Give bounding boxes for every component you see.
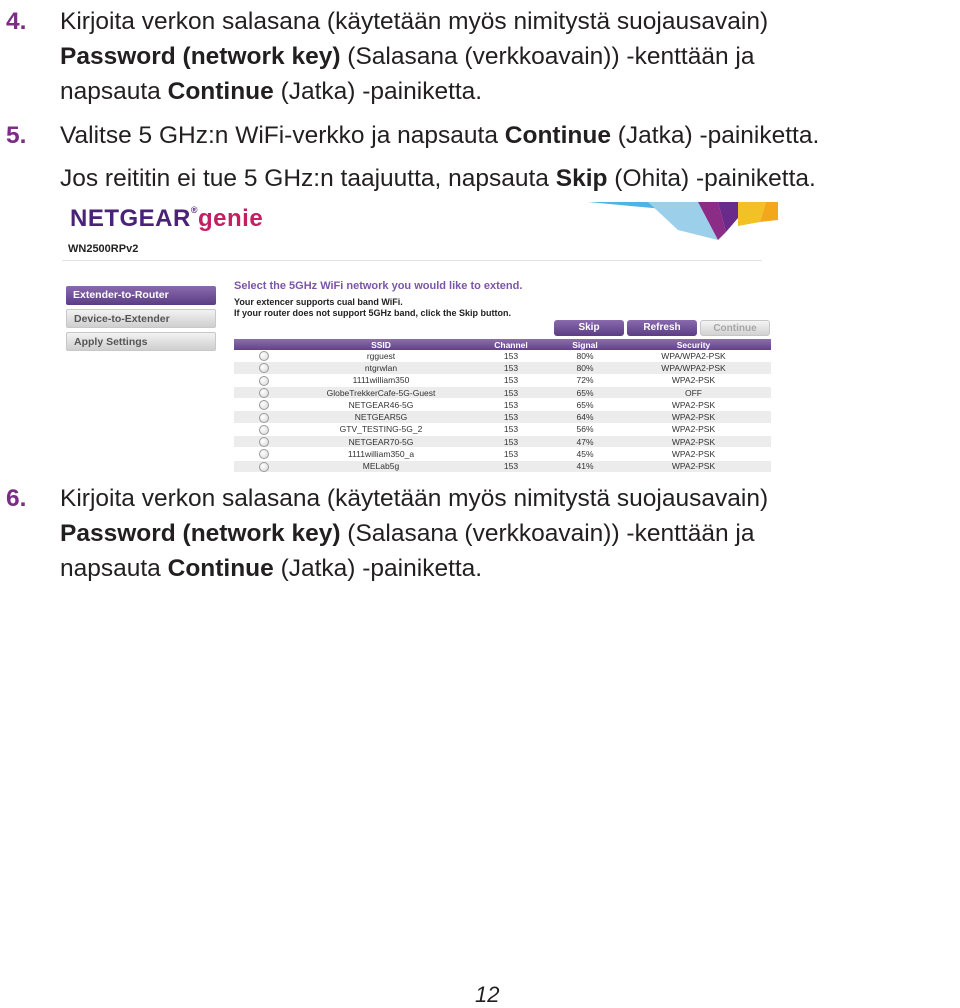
step-text-line	[60, 74, 482, 109]
bold-term: Continue	[504, 122, 611, 149]
text: Kirjoita verkon salasana (käytetään myös nimitystä suojausavain)	[60, 8, 769, 35]
page-heading: Select the 5GHz WiFi network you would like to extend.	[234, 280, 523, 292]
radio-cell	[234, 362, 294, 374]
channel-cell: 153	[468, 386, 554, 398]
signal-cell: 65%	[554, 399, 616, 411]
text: (Salasana (verkkoavain)) -kenttään ja	[340, 520, 755, 547]
security-cell: WPA2-PSK	[616, 374, 771, 386]
text: (Jatka) -painiketta.	[610, 122, 820, 149]
network-radio[interactable]	[259, 363, 269, 373]
signal-cell: 47%	[554, 436, 616, 448]
table-row[interactable]	[234, 399, 771, 411]
table-header	[234, 339, 771, 350]
page-number: 12	[475, 982, 500, 1007]
network-radio[interactable]	[259, 400, 269, 410]
step-text-line	[60, 481, 768, 516]
radio-cell	[234, 411, 294, 423]
ssid-cell: rgguest	[294, 350, 468, 362]
security-cell: WPA2-PSK	[616, 436, 771, 448]
wifi-network-table	[234, 339, 771, 473]
step-text-line	[60, 4, 768, 39]
channel-cell: 153	[468, 411, 554, 423]
channel-cell: 153	[468, 460, 554, 472]
radio-cell	[234, 350, 294, 362]
table-row[interactable]	[234, 386, 771, 398]
nav-apply-settings[interactable]: Apply Settings	[66, 332, 216, 351]
header-divider	[62, 260, 762, 261]
text: (Jatka) -painiketta.	[273, 555, 483, 582]
radio-cell	[234, 460, 294, 472]
step-text-line	[60, 516, 754, 551]
ssid-cell: GTV_TESTING-5G_2	[294, 423, 468, 435]
security-cell: WPA2-PSK	[616, 411, 771, 423]
step-text-line	[60, 39, 754, 74]
model-name: WN2500RPv2	[68, 243, 139, 255]
ssid-cell: NETGEAR5G	[294, 411, 468, 423]
network-radio[interactable]	[259, 388, 269, 398]
radio-cell	[234, 448, 294, 460]
table-row[interactable]	[234, 374, 771, 386]
network-radio[interactable]	[259, 462, 269, 472]
text: (Ohita) -painiketta.	[607, 165, 816, 192]
table-row[interactable]	[234, 460, 771, 472]
channel-cell: 153	[468, 399, 554, 411]
network-radio[interactable]	[259, 437, 269, 447]
network-radio[interactable]	[259, 425, 269, 435]
security-cell: WPA2-PSK	[616, 399, 771, 411]
text: napsauta	[60, 78, 168, 105]
security-cell: WPA2-PSK	[616, 460, 771, 472]
channel-cell: 153	[468, 350, 554, 362]
select-column-header	[234, 339, 294, 350]
bold-term: Skip	[555, 165, 608, 192]
signal-cell: 64%	[554, 411, 616, 423]
channel-cell: 153	[468, 374, 554, 386]
banner-graphic	[588, 200, 778, 240]
signal-cell: 65%	[554, 386, 616, 398]
info-line: If your router does not support 5GHz band, click the Skip button.	[234, 308, 512, 318]
signal-cell: 80%	[554, 362, 616, 374]
text: Jos reititin ei tue 5 GHz:n taajuutta, napsauta	[60, 165, 556, 192]
radio-cell	[234, 374, 294, 386]
signal-cell: 56%	[554, 423, 616, 435]
refresh-button[interactable]: Refresh	[627, 320, 697, 336]
step-text-line	[60, 551, 482, 586]
table-row[interactable]	[234, 362, 771, 374]
column-header: Signal	[554, 339, 616, 350]
text: (Salasana (verkkoavain)) -kenttään ja	[340, 43, 755, 70]
ssid-cell: GlobeTrekkerCafe-5G-Guest	[294, 386, 468, 398]
table-row[interactable]	[234, 350, 771, 362]
radio-cell	[234, 423, 294, 435]
netgear-genie-screenshot	[62, 200, 778, 472]
column-header: Channel	[468, 339, 554, 350]
logo-genie: genie	[197, 205, 264, 232]
column-header: Security	[616, 339, 771, 350]
logo-reg: ®	[190, 205, 198, 215]
channel-cell: 153	[468, 436, 554, 448]
bold-term: Password (network key)	[60, 520, 341, 547]
netgear-genie-logo	[70, 205, 263, 233]
table-row[interactable]	[234, 448, 771, 460]
radio-cell	[234, 399, 294, 411]
skip-button[interactable]: Skip	[554, 320, 624, 336]
security-cell: WPA2-PSK	[616, 423, 771, 435]
step-number: 6.	[6, 485, 27, 512]
text: (Jatka) -painiketta.	[273, 78, 483, 105]
signal-cell: 80%	[554, 350, 616, 362]
step-number: 5.	[6, 122, 27, 149]
security-cell: WPA/WPA2-PSK	[616, 350, 771, 362]
nav-device-to-extender[interactable]: Device-to-Extender	[66, 309, 216, 328]
channel-cell: 153	[468, 423, 554, 435]
ssid-cell: 1111william350	[294, 374, 468, 386]
radio-cell	[234, 436, 294, 448]
network-radio[interactable]	[259, 449, 269, 459]
bold-term: Continue	[167, 78, 274, 105]
table-row[interactable]	[234, 411, 771, 423]
nav-extender-to-router[interactable]: Extender-to-Router	[66, 286, 216, 305]
ssid-cell: NETGEAR70-5G	[294, 436, 468, 448]
ssid-cell: ntgrwlan	[294, 362, 468, 374]
table-row[interactable]	[234, 423, 771, 435]
security-cell: WPA2-PSK	[616, 448, 771, 460]
bold-term: Continue	[167, 555, 274, 582]
text: napsauta	[60, 555, 168, 582]
signal-cell: 41%	[554, 460, 616, 472]
channel-cell: 153	[468, 448, 554, 460]
network-radio[interactable]	[259, 376, 269, 386]
continue-button[interactable]: Continue	[700, 320, 770, 336]
info-line: Your extencer supports cual band WiFi.	[234, 297, 403, 307]
radio-cell	[234, 386, 294, 398]
network-radio[interactable]	[259, 351, 269, 361]
signal-cell: 45%	[554, 448, 616, 460]
step-number: 4.	[6, 8, 27, 35]
security-cell: WPA/WPA2-PSK	[616, 362, 771, 374]
ssid-cell: MELab5g	[294, 460, 468, 472]
table-row[interactable]	[234, 436, 771, 448]
signal-cell: 72%	[554, 374, 616, 386]
step-text-line	[60, 161, 816, 196]
logo-brand: NETGEAR	[70, 205, 191, 232]
network-radio[interactable]	[259, 413, 269, 423]
channel-cell: 153	[468, 362, 554, 374]
text: Kirjoita verkon salasana (käytetään myös nimitystä suojausavain)	[60, 485, 769, 512]
step-text-line	[60, 118, 819, 153]
bold-term: Password (network key)	[60, 43, 341, 70]
security-cell: OFF	[616, 386, 771, 398]
ssid-cell: NETGEAR46-5G	[294, 399, 468, 411]
column-header: SSID	[294, 339, 468, 350]
text: Valitse 5 GHz:n WiFi-verkko ja napsauta	[60, 122, 505, 149]
ssid-cell: 1111william350_a	[294, 448, 468, 460]
